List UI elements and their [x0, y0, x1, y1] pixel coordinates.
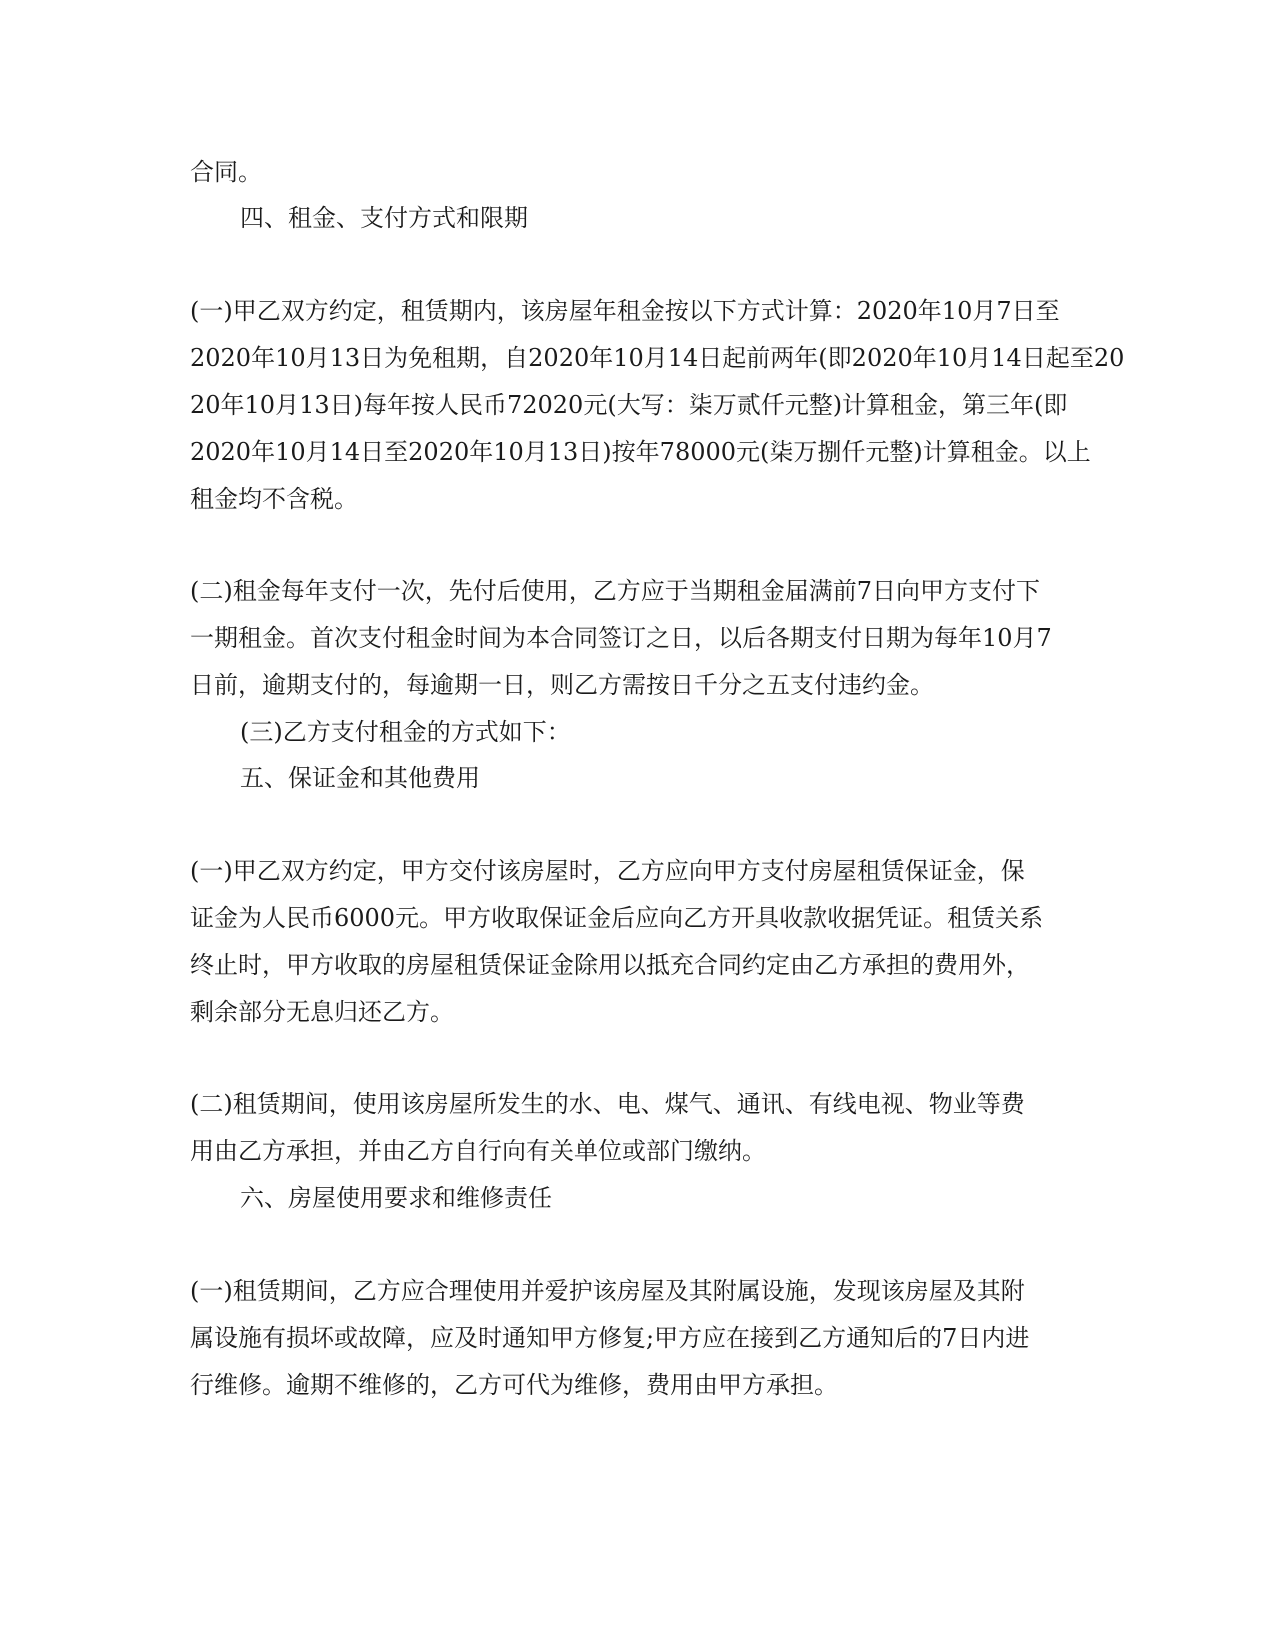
text-line: 剩余部分无息归还乙方。	[190, 998, 454, 1026]
text-line: 证金为人民币6000元。甲方收取保证金后应向乙方开具收款收据凭证。租赁关系	[190, 904, 1044, 932]
text-line: 租金均不含税。	[190, 485, 358, 513]
text-line: 合同。	[190, 158, 262, 186]
text-line: 一期租金。首次支付租金时间为本合同签订之日，以后各期支付日期为每年10月7	[190, 624, 1052, 652]
text-line: 行维修。逾期不维修的，乙方可代为维修，费用由甲方承担。	[190, 1371, 838, 1399]
text-line: (二)租金每年支付一次，先付后使用，乙方应于当期租金届满前7日向甲方支付下	[190, 577, 1040, 605]
text-line: 用由乙方承担，并由乙方自行向有关单位或部门缴纳。	[190, 1137, 766, 1165]
text-line: 2020年10月13日为免租期，自2020年10月14日起前两年(即2020年10月14日起至20	[190, 344, 1125, 372]
text-line: (一)甲乙双方约定，甲方交付该房屋时，乙方应向甲方支付房屋租赁保证金，保	[190, 857, 1025, 885]
text-line: 2020年10月14日至2020年10月13日)按年78000元(柒万捌仟元整)计算租金。以上	[190, 438, 1091, 466]
text-line: 日前，逾期支付的，每逾期一日，则乙方需按日千分之五支付违约金。	[190, 671, 934, 699]
section-heading: 五、保证金和其他费用	[240, 764, 480, 792]
text-line: 20年10月13日)每年按人民币72020元(大写：柒万贰仟元整)计算租金，第三年(即	[190, 391, 1068, 419]
section-heading: 六、房屋使用要求和维修责任	[240, 1184, 552, 1212]
section-heading: 四、租金、支付方式和限期	[240, 204, 528, 232]
text-line: (三)乙方支付租金的方式如下：	[240, 718, 571, 746]
text-line: (一)甲乙双方约定，租赁期内，该房屋年租金按以下方式计算：2020年10月7日至	[190, 297, 1060, 325]
text-line: 属设施有损坏或故障，应及时通知甲方修复;甲方应在接到乙方通知后的7日内进	[190, 1324, 1030, 1352]
text-line: (一)租赁期间，乙方应合理使用并爱护该房屋及其附属设施，发现该房屋及其附	[190, 1277, 1025, 1305]
text-line: 终止时，甲方收取的房屋租赁保证金除用以抵充合同约定由乙方承担的费用外，	[190, 951, 1030, 979]
text-line: (二)租赁期间，使用该房屋所发生的水、电、煤气、通讯、有线电视、物业等费	[190, 1090, 1025, 1118]
